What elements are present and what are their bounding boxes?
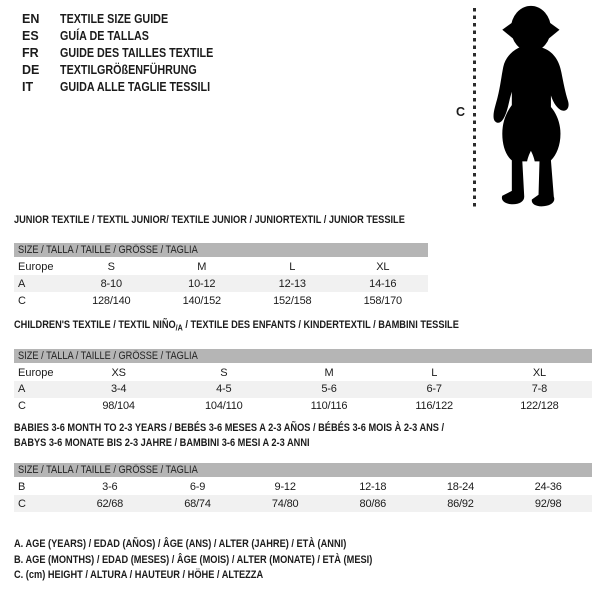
size-value: 4-5 xyxy=(171,381,276,398)
table-title xyxy=(14,318,500,336)
table-title xyxy=(14,213,405,228)
table-title-segment: CHILDREN'S TEXTILE / TEXTIL NIÑO xyxy=(14,319,176,331)
footnotes xyxy=(14,537,441,584)
size-value: 7-8 xyxy=(487,381,592,398)
table-row xyxy=(14,478,592,495)
footnote: C. (cm) HEIGHT / ALTURA / HAUTEUR / HÖHE / ALTEZZA xyxy=(14,569,264,582)
language-code: ES xyxy=(22,29,39,43)
table-row xyxy=(14,258,428,275)
table-title-segment: JUNIOR TEXTILE / TEXTIL JUNIOR/ TEXTILE JUNIOR / JUNIORTEXTIL / JUNIOR TESSILE xyxy=(14,214,405,226)
size-value: S xyxy=(107,261,115,273)
size-value: 6-7 xyxy=(382,381,487,398)
size-value: 68/74 xyxy=(154,495,242,512)
size-value: 80/86 xyxy=(329,495,417,512)
size-value: S xyxy=(220,366,228,379)
row-label: C xyxy=(18,400,26,412)
table-header-cell xyxy=(14,349,592,364)
size-value: 158/170 xyxy=(363,294,402,307)
size-value: 12-13 xyxy=(247,275,338,292)
size-value: 14-16 xyxy=(338,275,429,292)
table-title xyxy=(14,436,500,451)
language-code: EN xyxy=(22,12,40,26)
size-value: 98/104 xyxy=(102,400,135,412)
table-row xyxy=(14,364,592,381)
size-value: 104/110 xyxy=(205,400,243,412)
table-title-segment: BABIES 3-6 MONTH TO 2-3 YEARS / BEBÉS 3-6 MESES A 2-3 AÑOS / BÉBÉS 3-6 MOIS À 2-3 ANS / xyxy=(14,422,445,434)
table-row xyxy=(14,495,592,512)
language-code: FR xyxy=(22,46,39,60)
size-value: M xyxy=(324,366,334,379)
language-label: GUIDE DES TAILLES TEXTILE xyxy=(60,46,214,60)
size-table-section xyxy=(14,421,592,512)
size-value: 122/128 xyxy=(520,400,559,412)
table-header-label: SIZE / TALLA / TAILLE / GRÖSSE / TAGLIA xyxy=(18,349,198,362)
size-value: L xyxy=(289,261,296,273)
size-value: 110/116 xyxy=(310,400,348,412)
table-header-label: SIZE / TALLA / TAILLE / GRÖSSE / TAGLIA xyxy=(18,464,198,476)
table-header-cell xyxy=(14,243,428,258)
table-header-label: SIZE / TALLA / TAILLE / GRÖSSE / TAGLIA xyxy=(18,244,198,256)
size-table xyxy=(14,243,428,309)
table-row xyxy=(14,381,592,398)
size-value: 140/152 xyxy=(182,294,221,307)
size-value: 5-6 xyxy=(276,381,381,398)
size-value: XL xyxy=(532,366,546,379)
table-title-segment: /A xyxy=(175,322,183,333)
size-value: 152/158 xyxy=(273,294,312,307)
table-title xyxy=(14,421,500,436)
size-value: L xyxy=(431,366,438,379)
size-value: 86/92 xyxy=(417,495,505,512)
language-label: GUIDA ALLE TAGLIE TESSILI xyxy=(60,80,211,94)
size-value: 18-24 xyxy=(446,481,475,493)
size-value: 9-12 xyxy=(274,481,296,493)
size-table-section xyxy=(14,213,428,309)
size-value: 74/80 xyxy=(241,495,329,512)
table-row xyxy=(14,398,592,415)
size-value: 3-4 xyxy=(66,381,171,398)
table-header-row xyxy=(14,243,428,258)
row-label: C xyxy=(14,495,66,512)
size-value: XL xyxy=(376,261,390,273)
size-value: 6-9 xyxy=(189,481,206,493)
row-label: Europe xyxy=(18,261,54,273)
size-table xyxy=(14,349,592,415)
footnote: B. AGE (MONTHS) / EDAD (MESES) / ÂGE (MOIS) / ALTER (MONATE) / ETÀ (MESI) xyxy=(14,553,373,566)
language-code: IT xyxy=(22,80,34,94)
language-code: DE xyxy=(22,63,40,77)
size-value: 12-18 xyxy=(359,481,387,493)
size-value: XS xyxy=(111,366,126,379)
height-marker-label: C xyxy=(456,105,466,119)
table-header-row xyxy=(14,349,592,364)
size-value: 92/98 xyxy=(504,495,592,512)
row-label: Europe xyxy=(18,366,54,379)
table-row xyxy=(14,275,428,292)
language-label: TEXTILGRÖßENFÜHRUNG xyxy=(60,63,197,77)
language-label: TEXTILE SIZE GUIDE xyxy=(60,12,169,26)
size-value: 128/140 xyxy=(92,294,131,307)
size-table xyxy=(14,463,592,512)
row-label: A xyxy=(14,275,66,292)
size-value: 3-6 xyxy=(102,481,118,493)
size-value: 10-12 xyxy=(157,275,248,292)
size-value: 116/122 xyxy=(415,400,453,412)
size-value: 8-10 xyxy=(66,275,157,292)
row-label: B xyxy=(18,481,26,493)
table-header-row xyxy=(14,463,592,478)
size-table-section xyxy=(14,318,592,415)
size-value: 24-36 xyxy=(534,481,562,493)
table-header-cell xyxy=(14,463,592,478)
table-title-segment: / TEXTILE DES ENFANTS / KINDERTEXTIL / BAMBINI TESSILE xyxy=(182,319,459,331)
row-label: A xyxy=(14,381,66,398)
footnote: A. AGE (YEARS) / EDAD (AÑOS) / ÂGE (ANS) / ALTER (JAHRE) / ETÀ (ANNI) xyxy=(14,538,347,550)
table-row xyxy=(14,292,428,309)
table-title-segment: BABYS 3-6 MONATE BIS 2-3 JAHRE / BAMBINI 3-6 MESI A 2-3 ANNI xyxy=(14,437,310,449)
size-value: M xyxy=(197,261,207,273)
size-value: 62/68 xyxy=(66,495,154,512)
row-label: C xyxy=(18,294,26,307)
language-label: GUÍA DE TALLAS xyxy=(60,29,149,43)
